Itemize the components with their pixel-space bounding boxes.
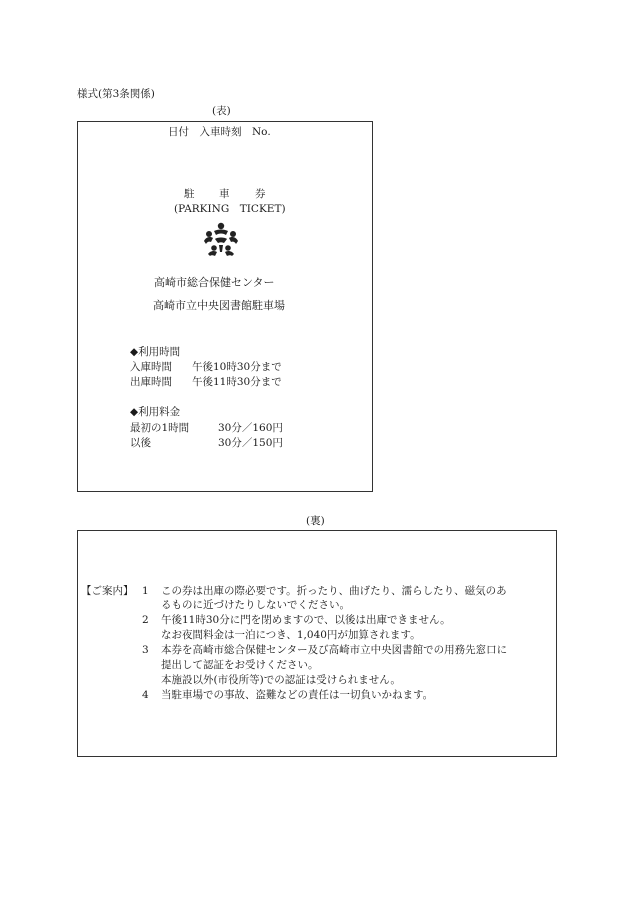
hours-heading: ◆利用時間 bbox=[130, 346, 181, 358]
facility-name-1: 高崎市総合保健センター bbox=[154, 276, 275, 289]
fees-row-label: 最初の1時間 bbox=[130, 422, 190, 434]
hours-row-value: 午後11時30分まで bbox=[192, 376, 282, 388]
fees-row-value: 30分／160円 bbox=[218, 422, 283, 434]
fees-row-first-hour bbox=[130, 423, 283, 434]
notice-item-number: 1 bbox=[142, 585, 149, 597]
notice-item-number: 2 bbox=[142, 614, 149, 626]
hours-row-exit bbox=[130, 377, 282, 388]
notice-item-line: 提出して認証をお受けください。 bbox=[161, 659, 319, 671]
ticket-top-fields: 日付 入車時刻 No. bbox=[168, 126, 271, 138]
notice-item-line: この券は出庫の際必要です。折ったり、曲げたり、濡らしたり、磁気のあ bbox=[161, 585, 507, 597]
hours-row-entry bbox=[130, 362, 282, 373]
notice-item-number: 4 bbox=[142, 689, 149, 701]
city-emblem-icon bbox=[200, 221, 242, 257]
notice-item-line: 本施設以外(市役所等)での認証は受けられません。 bbox=[161, 674, 401, 686]
hours-row-value: 午後10時30分まで bbox=[192, 361, 282, 373]
guide-label: 【ご案内】 bbox=[81, 585, 134, 597]
notice-item-number: 3 bbox=[142, 644, 149, 656]
facility-name-2: 高崎市立中央図書館駐車場 bbox=[153, 299, 285, 312]
front-side-label: (表) bbox=[212, 105, 231, 117]
form-label: 様式(第3条関係) bbox=[77, 88, 155, 100]
fees-heading: ◆利用料金 bbox=[130, 406, 181, 418]
notice-item-line: なお夜間料金は一泊につき、1,040円が加算されます。 bbox=[161, 629, 421, 641]
fees-row-value: 30分／150円 bbox=[218, 437, 283, 449]
ticket-title-char-1: 駐 bbox=[184, 188, 195, 200]
hours-row-label: 出庫時間 bbox=[130, 376, 172, 388]
hours-row-label: 入庫時間 bbox=[130, 361, 172, 373]
notice-item-line: 午後11時30分に門を閉めますので、以後は出庫できません。 bbox=[161, 614, 451, 626]
ticket-title-char-3: 券 bbox=[255, 188, 266, 200]
notice-item-line: るものに近づけたりしないでください。 bbox=[161, 599, 350, 611]
notice-item-line: 当駐車場での事故、盗難などの責任は一切負いかねます。 bbox=[161, 689, 434, 701]
fees-row-label: 以後 bbox=[130, 437, 151, 449]
ticket-title-char-2: 車 bbox=[219, 188, 230, 200]
fees-row-after bbox=[130, 438, 283, 449]
ticket-subtitle: (PARKING TICKET) bbox=[174, 203, 286, 215]
back-side-label: (裏) bbox=[306, 515, 325, 527]
notice-item-line: 本券を高崎市総合保健センター及び高崎市立中央図書館での用務先窓口に bbox=[161, 644, 508, 656]
